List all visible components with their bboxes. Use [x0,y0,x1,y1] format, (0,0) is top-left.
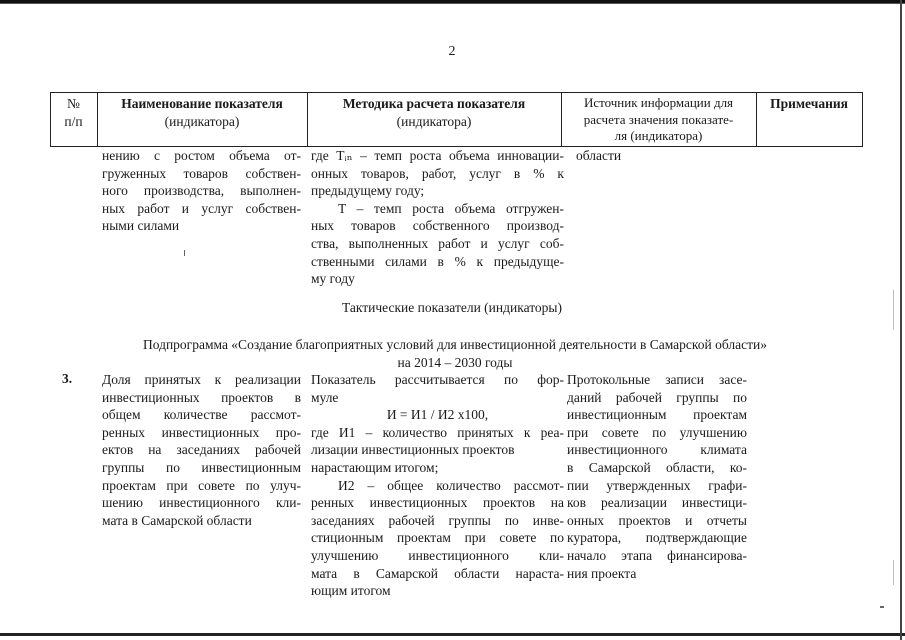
text-line: лизации инвестиционных проектов [311,442,515,458]
scan-speck [893,560,894,585]
header-col-name [97,95,307,130]
text-line: в Самарской области, ко- [567,459,747,475]
text-line: ющим итогом [311,583,391,599]
text-line: группы по инвестиционным [102,459,301,475]
row-number: 3. [62,371,73,386]
text-line: И2 – общее количество рассмот- [338,477,564,493]
header-col-source-line: ля (индикатора) [614,128,703,143]
text-line: груженных товаров собствен- [102,165,301,181]
text-line: инвестиционным проектам [567,407,747,423]
subprogram-heading-line: на 2014 – 2030 годы [397,354,513,370]
text-line: нарастающим итогом; [311,459,439,475]
continued-source-cell [576,147,756,165]
subprogram-heading [100,336,810,371]
text-line: T – темп роста объема отгружен- [338,200,564,216]
header-col-method-line: Методика расчета показателя [342,96,526,111]
text-line: мата в Самарской области нараста- [311,565,564,581]
continued-name-cell [102,147,301,235]
scan-speck [893,290,894,330]
text-line: ков реализации инвестици- [567,495,747,511]
scan-edge-top-inner [0,3,905,4]
text-line: Показатель рассчитывается по фор- [311,372,564,387]
text-line: му году [311,271,355,287]
text-line: Доля принятых к реализации [102,372,301,387]
text-line: заседаниях рабочей группы по инве- [311,512,564,528]
scan-speck [184,250,185,256]
header-col-name-line: Наименование показателя [121,96,283,111]
text-line: нению с ростом объема от- [102,148,301,163]
header-col-number-line: п/п [64,113,83,129]
formula: И = И1 / И2 х100, [386,407,489,423]
scan-edge-bottom [0,633,905,636]
subprogram-heading-line: Подпрограмма «Создание благоприятных условий для инвестиционной деятельности в Самарской области» [142,337,768,352]
section-title: Тактические показатели (индикаторы) [341,300,562,315]
header-col-number [50,95,97,130]
header-col-notes [756,95,862,113]
text-line: ния проекта [567,565,637,581]
header-top-border [50,92,863,93]
text-line: стиционным проектам при совете по [311,530,564,546]
text-line: проектам при совете по улуч- [102,477,301,493]
text-line: онных проектов и отчеты [567,512,747,528]
text-line: ными силами [102,218,180,234]
header-col-method-line: (индикатора) [396,113,472,129]
page-number: 2 [448,44,456,59]
text-line: мата в Самарской области [102,512,252,528]
text-line: Протокольные записи засе- [567,372,747,387]
text-line: начало этапа финансирова- [567,547,747,563]
text-line: даний рабочей группы по [567,389,747,405]
text-line: шению инвестиционного кли- [102,495,301,511]
header-col-number-line: № [67,96,80,111]
text-line: инвестиционного климата [567,442,747,458]
header-col-source-line: Источник информации для [583,95,734,110]
row3-name-cell [102,371,301,529]
text-line: ектов на заседаниях рабочей [102,442,301,458]
text-line: области [576,148,622,163]
text-line: где Tᵢₙ – темп роста объема инновации- [311,148,564,163]
row3-method-cell [311,371,564,600]
text-line: пии утвержденных графи- [567,477,747,493]
text-line: предыдущему году; [311,183,425,199]
text-line: муле [311,389,339,405]
continued-method-cell [311,147,564,288]
text-line: ренных инвестиционных про- [102,424,301,440]
text-line: ных товаров собственного производ- [311,218,564,234]
text-line: ного производства, выполнен- [102,183,301,199]
row3-source-cell [567,371,747,582]
text-line: инвестиционных проектов в [102,389,301,405]
text-line: где И1 – количество принятых к реа- [311,424,564,440]
header-col-name-line: (индикатора) [164,113,240,129]
header-col-notes-line: Примечания [770,96,848,111]
header-col-source-line: расчета значения показате- [583,111,734,127]
text-line: ства, выполненных работ и услуг соб- [311,235,564,251]
text-line: куратора, подтверждающие [567,530,747,546]
text-line: ренных инвестиционных проектов на [311,495,564,511]
header-col-source [561,95,756,145]
text-line: онных товаров, работ, услуг в % к [311,165,564,181]
scan-edge-right [900,0,902,640]
scan-speck [880,606,884,608]
text-line: улучшению инвестиционного кли- [311,547,564,563]
text-line: общем количестве рассмот- [102,407,301,423]
text-line: ных работ и услуг собствен- [102,200,301,216]
header-col-method [307,95,561,130]
header-vline-5 [862,92,863,147]
text-line: ственными силами в % к предыдуще- [311,253,564,269]
text-line: при совете по улучшению [567,424,747,440]
